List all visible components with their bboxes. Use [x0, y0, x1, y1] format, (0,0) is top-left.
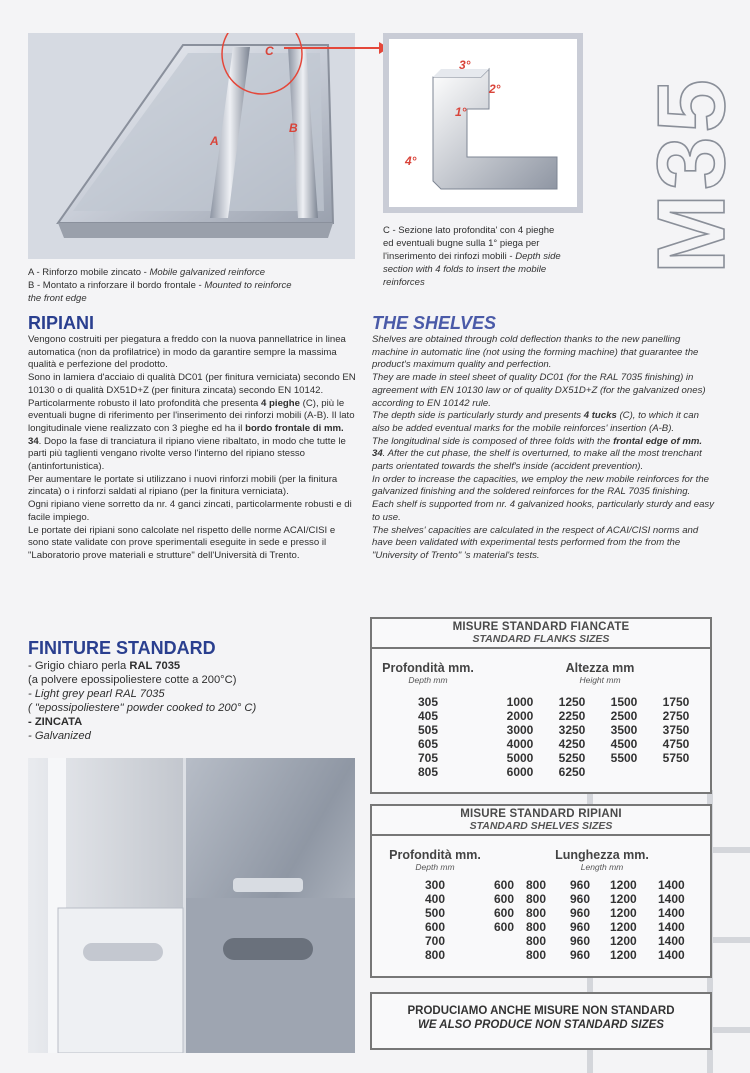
flank-height-value: 3000 [506, 723, 534, 737]
shelf-depth-value: 800 [424, 948, 446, 962]
flank-height-row [494, 765, 704, 779]
label-a: A [210, 134, 219, 148]
shelf-depth-value: 400 [424, 892, 446, 906]
height-col-sub: Height mm [579, 675, 621, 685]
shelf-length-value: 1200 [610, 948, 637, 962]
shelf-length-value [494, 934, 526, 948]
model-logo [640, 22, 740, 277]
finiture-heading: FINITURE STANDARD [28, 638, 216, 658]
shelf-length-value: 1400 [658, 934, 685, 948]
flank-height-value [650, 765, 702, 779]
shelf-length-value: 960 [570, 934, 591, 948]
label-b: B [289, 121, 298, 135]
shelf-length-value: 600 [494, 906, 515, 920]
shelf-length-value: 800 [526, 920, 547, 934]
fold-3-label: 3° [459, 58, 471, 72]
shelf-length-value: 600 [494, 878, 515, 892]
flanks-table-header: MISURE STANDARD FIANCATE STANDARD FLANKS SIZES [372, 619, 710, 649]
shelf-length-value: 1200 [610, 934, 637, 948]
flank-height-row [494, 695, 704, 709]
flank-height-value: 5500 [610, 751, 638, 765]
depth-col-head: Profondità mm. [382, 661, 474, 675]
shelf-depth-col-head: Profondità mm. [389, 848, 481, 862]
shelf-length-value: 1400 [658, 878, 685, 892]
flank-height-value: 6000 [506, 765, 534, 779]
shelf-length-value: 1400 [658, 920, 685, 934]
flank-height-row [494, 751, 704, 765]
photo-caption: A - Rinforzo mobile zincato - Mobile galvanized reinforce B - Montato a rinforzare il bordo frontale - Mounted to reinforce the front edge [28, 267, 292, 304]
shelf-length-value: 1400 [658, 948, 685, 962]
flank-height-value: 3750 [662, 723, 690, 737]
shelf-length-value: 600 [494, 892, 515, 906]
finiture-list: - Grigio chiaro perla RAL 7035 (a polvere epossipoliestere cotte a 200°C) - Light grey pearl RAL 7035 ( "epossipoliestere" powder cooked to 200° C) - ZINCATA - Galvanized [28, 660, 257, 742]
fold-2-label: 2° [489, 82, 501, 96]
length-col-head: Lunghezza mm. [555, 848, 649, 862]
flank-height-value: 5000 [506, 751, 534, 765]
shelf-length-value: 1400 [658, 892, 685, 906]
flank-height-value: 2750 [662, 709, 690, 723]
flank-height-value: 3250 [558, 723, 586, 737]
arrow-icon [284, 38, 390, 58]
shelf-size-row [376, 948, 706, 962]
shelf-length-value: 800 [526, 948, 547, 962]
shelf-length-value [494, 948, 526, 962]
ripiani-body: Vengono costruiti per piegatura a freddo con la nuova pannellatrice in linea automatica (non da profilatrice) in modo da garantire sempre la massima qualità e perfezione del prodotto. Sono in lamiera d'acciaio di qualità DC01 (per finitura verniciata) secondo EN 10130 o di qualità DX51D+Z (per finitura zincata) secondo EN 10142. Particolarmente robusto il lato profondità che presenta 4 pieghe (C), più le eventuali bugne di riferimento per l'inserimento dei rinforzi mobili (A-B). Il lato longitudinale viene realizzato con 3 pieghe ed ha il bordo frontale di mm. 34. Dopo la fase di tranciatura il ripiano viene ribaltato, in modo che tutte le parti più taglienti vengano rivolte verso l'interno del ripiano stesso (antinfortunistica). Per aumentare le portate si utilizzano i nuovi rinforzi mobili (per la finitura zincata) o i rinforzi saldati al ripiano (per la finitura verniciata). Ogni ripiano viene sorretto da nr. 4 ganci zincati, particolarmente robusti e di facile impiego. Le portate dei ripiani sono calcolate nel rispetto delle norme ACAI/CISI e sono state validate con prove sperimentali eseguite in sede e presso il "Laboratorio prove materiali e strutture" dell'Università di Trento. [28, 334, 356, 561]
shelves-sizes-table [370, 804, 712, 978]
fold-4-label: 4° [405, 154, 417, 168]
shelf-size-row [376, 892, 706, 906]
shelf-size-row [376, 878, 706, 892]
shelf-length-value: 960 [570, 878, 591, 892]
shelf-size-row [376, 934, 706, 948]
shelf-length-value: 1200 [610, 892, 637, 906]
flank-height-value: 2500 [610, 709, 638, 723]
shelf-size-row [376, 920, 706, 934]
shelf-length-value: 960 [570, 906, 591, 920]
flank-height-value: 5250 [558, 751, 586, 765]
height-col-head: Altezza mm [565, 661, 635, 675]
flank-height-value: 5750 [662, 751, 690, 765]
shelf-length-value: 800 [526, 934, 547, 948]
label-c: C [265, 44, 274, 58]
shelf-depth-value: 600 [424, 920, 446, 934]
flank-height-row [494, 737, 704, 751]
shelf-length-value: 600 [494, 920, 515, 934]
flank-height-value: 1000 [506, 695, 534, 709]
flank-depth-value: 505 [417, 723, 439, 737]
shelf-length-value: 1200 [610, 906, 637, 920]
flank-height-value: 6250 [558, 765, 586, 779]
flank-depth-value: 305 [417, 695, 439, 709]
flank-height-value: 3500 [610, 723, 638, 737]
flank-height-value: 4250 [558, 737, 586, 751]
shelf-length-value: 800 [526, 906, 547, 920]
ripiani-heading: RIPIANI [28, 313, 95, 333]
depth-col-sub: Depth mm [408, 675, 448, 685]
shelf-length-value: 800 [526, 892, 547, 906]
shelf-length-value: 1400 [658, 906, 685, 920]
shelves-table-header: MISURE STANDARD RIPIANI STANDARD SHELVES SIZES [372, 806, 710, 836]
shelf-length-value: 960 [570, 892, 591, 906]
flank-height-value: 1750 [662, 695, 690, 709]
fold-1-label: 1° [455, 105, 467, 119]
detail-caption: C - Sezione lato profondita' con 4 pieghe ed eventuali bugne sulla 1° piega per l'inserimento dei rinfozi mobili - Depth side section with 4 folds to insert the mobile reinforces [383, 225, 561, 288]
shelf-depth-value: 500 [424, 906, 446, 920]
shelves-heading: THE SHELVES [372, 313, 497, 333]
flank-height-row [494, 709, 704, 723]
shelf-depth-value: 700 [424, 934, 446, 948]
flank-height-value: 4750 [662, 737, 690, 751]
length-col-sub: Length mm [580, 862, 624, 872]
shelf-length-value: 1200 [610, 878, 637, 892]
flank-height-value: 4000 [506, 737, 534, 751]
shelf-size-row [376, 906, 706, 920]
shelves-body: Shelves are obtained through cold deflection thanks to the new panelling machine in automatic line (not using the forming machine) that guarantee the product's maximum quality and perfection. They are made in steel sheet of quality DC01 (for the RAL 7035 finishing) in agreement with EN 10130 law or of quality DX51D+Z (for the galvanized ones) according to EN 10142 rule. The depth side is particularly sturdy and presents 4 tucks (C), to which it can also be added eventual marks for the mobile reinforces' insertion (A-B). The longitudinal side is composed of three folds with the frontal edge of mm. 34. After the cut phase, the shelf is overturned, to make all the most trenchant parts orientated towards the shelf's inside (accident prevention). In order to increase the capacities, we employ the new mobile reinforces for the galvanized finishing and the soldered reinforces for the RAL 7035 finishing. Each shelf is supported from nr. 4 galvanized hooks, particularly sturdy and easy to use. The shelves' capacities are calculated in the respect of ACAI/CISI norms and have been validated with experimental tests performed from the from the "University of Trento" 's material's tests. [372, 334, 714, 561]
shelf-length-value: 1200 [610, 920, 637, 934]
flank-height-value: 1500 [610, 695, 638, 709]
flank-height-value: 1250 [558, 695, 586, 709]
flank-height-value: 2250 [558, 709, 586, 723]
shelf-depth-col-sub: Depth mm [415, 862, 455, 872]
flank-depth-value: 405 [417, 709, 439, 723]
flank-height-value: 2000 [506, 709, 534, 723]
flank-height-row [494, 723, 704, 737]
shelf-length-value: 800 [526, 878, 547, 892]
model-name: M35 [640, 75, 740, 274]
fold-detail [383, 33, 583, 213]
shelf-length-value: 960 [570, 920, 591, 934]
shelf-depth-value: 300 [424, 878, 446, 892]
non-standard-notice: PRODUCIAMO ANCHE MISURE NON STANDARD WE ALSO PRODUCE NON STANDARD SIZES [370, 992, 712, 1050]
flank-depth-value: 705 [417, 751, 439, 765]
flank-height-value [598, 765, 650, 779]
flank-depth-value: 605 [417, 737, 439, 751]
shelf-length-value: 960 [570, 948, 591, 962]
flank-depth-value: 805 [417, 765, 439, 779]
finish-photo [28, 758, 355, 1053]
flanks-sizes-table [370, 617, 712, 794]
flank-height-value: 4500 [610, 737, 638, 751]
shelf-photo [28, 33, 355, 259]
